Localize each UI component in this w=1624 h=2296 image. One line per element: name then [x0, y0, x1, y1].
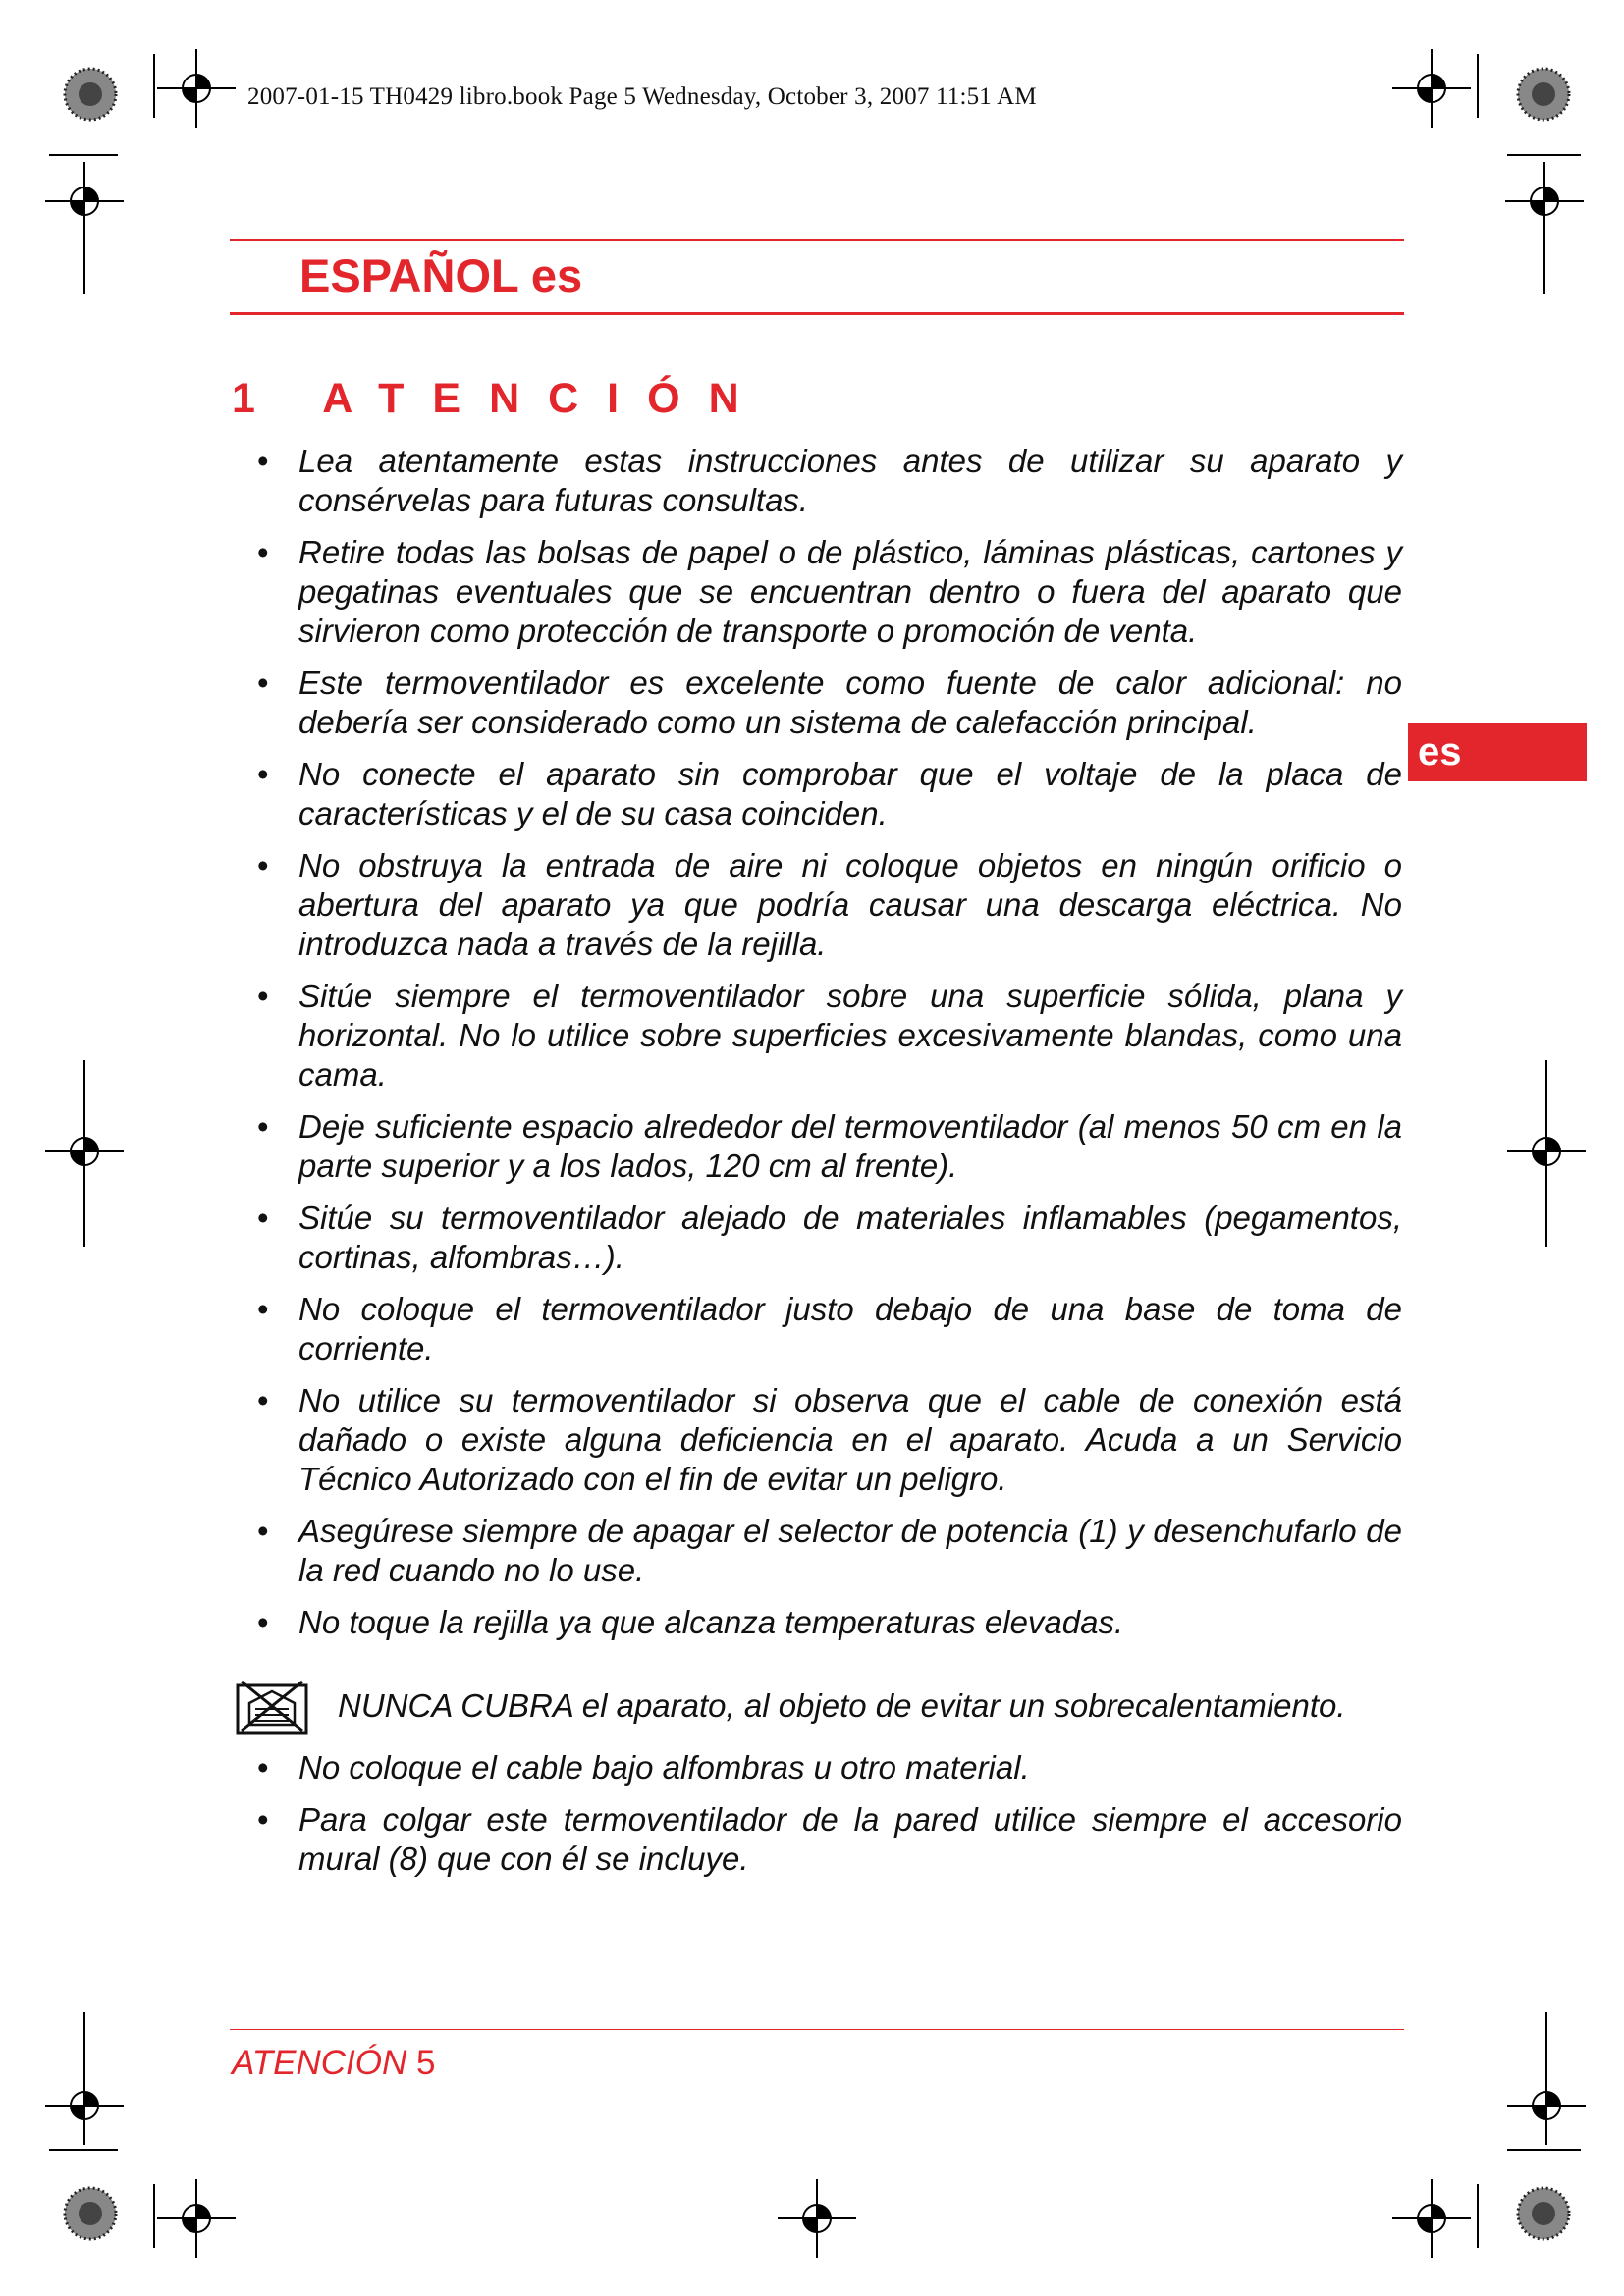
- list-item-text: Retire todas las bolsas de papel o de plástico, láminas plásticas, cartones y pegatinas eventuales que se encuentran dentro o fuera del aparato que sirvieron como protección de transporte o promoción de venta.: [298, 534, 1402, 649]
- print-header: 2007-01-15 TH0429 libro.book Page 5 Wednesday, October 3, 2007 11:51 AM: [247, 83, 1037, 110]
- footer-label: ATENCIÓN: [232, 2044, 407, 2082]
- bullet-icon: •: [257, 847, 269, 883]
- list-item-text: No obstruya la entrada de aire ni coloque objetos en ningún orificio o abertura del aparato ya que podría causar una descarga eléctrica. No introduzca nada a través de la rejilla.: [298, 847, 1402, 962]
- list-item: [257, 1748, 1402, 1788]
- star-target-icon: [65, 2188, 116, 2239]
- crosshair-icon: [778, 2179, 856, 2258]
- list-item-text: Asegúrese siempre de apagar el selector de potencia (1) y desenchufarlo de la red cuando no lo use.: [298, 1513, 1402, 1588]
- list-item-text: No coloque el termoventilador justo debajo de una base de toma de corriente.: [298, 1291, 1402, 1366]
- instruction-list: [257, 442, 1402, 1892]
- list-item: [257, 846, 1402, 964]
- star-target-icon: [65, 69, 116, 120]
- list-item-text: No conecte el aparato sin comprobar que el voltaje de la placa de características y el de su casa coinciden.: [298, 756, 1402, 831]
- crosshair-icon: [1507, 1112, 1586, 1191]
- list-item: [257, 1603, 1402, 1642]
- language-tab: es: [1408, 723, 1587, 781]
- list-item-text: Lea atentamente estas instrucciones antes de utilizar su aparato y consérvelas para futuras consultas.: [298, 443, 1402, 518]
- bullet-icon: •: [257, 443, 269, 479]
- section-title: 1 ATENCIÓN: [232, 375, 768, 422]
- list-item: [257, 664, 1402, 742]
- crosshair-icon: [45, 162, 124, 240]
- list-item-text: Sitúe su termoventilador alejado de materiales inflamables (pegamentos, cortinas, alfombras…).: [298, 1200, 1402, 1275]
- list-item-text: Para colgar este termoventilador de la pared utilice siempre el accesorio mural (8) que con él se incluye.: [298, 1801, 1402, 1877]
- bullet-icon: •: [257, 1291, 269, 1327]
- bullet-icon: •: [257, 756, 269, 792]
- bullet-icon: •: [257, 1108, 269, 1145]
- heading-rule-top: [230, 239, 1404, 241]
- bullet-icon: •: [257, 978, 269, 1014]
- star-target-icon: [1518, 69, 1569, 120]
- list-item-text: Este termoventilador es excelente como fuente de calor adicional: no debería ser considerado como un sistema de calefacción principal.: [298, 665, 1402, 740]
- crosshair-icon: [1505, 162, 1584, 240]
- list-item: [257, 755, 1402, 833]
- list-item-text: No utilice su termoventilador si observa que el cable de conexión está dañado o existe alguna deficiencia en el aparato. Acuda a un Servicio Técnico Autorizado con el fin de evitar un peligro.: [298, 1382, 1402, 1497]
- do-not-cover-icon: [236, 1678, 308, 1735]
- bullet-icon: •: [257, 1604, 269, 1640]
- warning-text: NUNCA CUBRA el aparato, al objeto de evitar un sobrecalentamiento.: [338, 1687, 1346, 1724]
- list-item: [257, 533, 1402, 651]
- list-item: [257, 1381, 1402, 1499]
- heading-rule-bottom: [230, 312, 1404, 315]
- bullet-icon: •: [257, 1382, 269, 1418]
- language-heading: ESPAÑOL es: [299, 249, 583, 301]
- list-item: [257, 442, 1402, 520]
- list-item: [257, 977, 1402, 1095]
- list-item-text: Sitúe siempre el termoventilador sobre una superficie sólida, plana y horizontal. No lo utilice sobre superficies excesivamente blandas, como una cama.: [298, 978, 1402, 1093]
- list-item: [257, 1199, 1402, 1277]
- crosshair-icon: [1392, 49, 1471, 128]
- list-item-text: No toque la rejilla ya que alcanza temperaturas elevadas.: [298, 1604, 1124, 1640]
- list-item-text: No coloque el cable bajo alfombras u otro material.: [298, 1749, 1030, 1786]
- crosshair-icon: [1392, 2179, 1471, 2258]
- crosshair-icon: [157, 49, 236, 128]
- crosshair-icon: [1507, 2066, 1586, 2145]
- star-target-icon: [1518, 2188, 1569, 2239]
- bullet-icon: •: [257, 1749, 269, 1786]
- footer-rule: [230, 2029, 1404, 2030]
- list-item-text: Deje suficiente espacio alrededor del termoventilador (al menos 50 cm en la parte superior y a los lados, 120 cm al frente).: [298, 1108, 1402, 1184]
- list-item: [257, 1512, 1402, 1590]
- page-footer: [232, 2044, 435, 2083]
- crosshair-icon: [157, 2179, 236, 2258]
- warning-row: [236, 1678, 1402, 1735]
- list-item: [257, 1107, 1402, 1186]
- bullet-icon: •: [257, 1513, 269, 1549]
- bullet-icon: •: [257, 1200, 269, 1236]
- list-item: [257, 1800, 1402, 1879]
- page-number: 5: [415, 2044, 436, 2082]
- bullet-icon: •: [257, 1801, 269, 1838]
- crosshair-icon: [45, 1112, 124, 1191]
- bullet-icon: •: [257, 665, 269, 701]
- bullet-icon: •: [257, 534, 269, 570]
- crosshair-icon: [45, 2066, 124, 2145]
- list-item: [257, 1290, 1402, 1368]
